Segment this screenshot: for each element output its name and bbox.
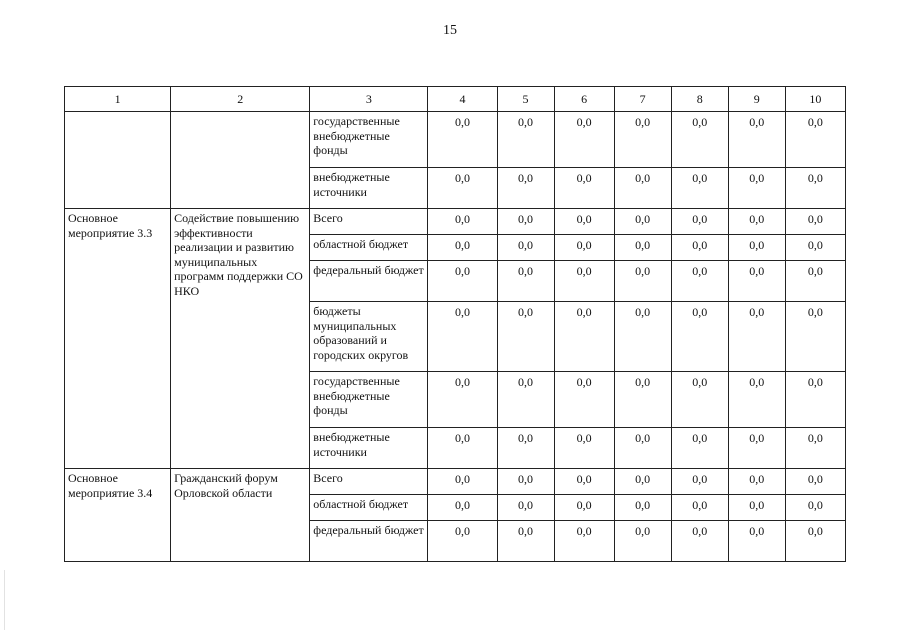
value-cell: 0,0 (671, 209, 728, 235)
value-cell: 0,0 (671, 235, 728, 261)
column-header: 9 (728, 87, 785, 112)
column-header: 4 (428, 87, 497, 112)
value-cell: 0,0 (671, 372, 728, 428)
value-cell: 0,0 (671, 521, 728, 562)
value-cell: 0,0 (497, 469, 554, 495)
value-cell: 0,0 (554, 235, 614, 261)
value-cell: 0,0 (785, 372, 845, 428)
funding-source-cell: Всего (310, 469, 428, 495)
value-cell: 0,0 (671, 495, 728, 521)
value-cell: 0,0 (614, 372, 671, 428)
value-cell: 0,0 (614, 209, 671, 235)
value-cell: 0,0 (785, 209, 845, 235)
table-header (65, 87, 846, 112)
table-row (65, 112, 846, 168)
value-cell: 0,0 (671, 261, 728, 302)
value-cell: 0,0 (497, 209, 554, 235)
value-cell: 0,0 (554, 302, 614, 372)
value-cell: 0,0 (497, 428, 554, 469)
value-cell: 0,0 (785, 495, 845, 521)
value-cell: 0,0 (614, 112, 671, 168)
value-cell: 0,0 (428, 302, 497, 372)
column-header: 8 (671, 87, 728, 112)
value-cell: 0,0 (785, 521, 845, 562)
value-cell: 0,0 (671, 168, 728, 209)
description-cell: Содействие повышению эффективности реализации и развитию муниципальных программ поддержки СО НКО (171, 209, 310, 469)
funding-source-cell: государственные внебюджетные фонды (310, 112, 428, 168)
value-cell: 0,0 (785, 428, 845, 469)
value-cell: 0,0 (671, 112, 728, 168)
column-header: 3 (310, 87, 428, 112)
measure-cell: Основное мероприятие 3.3 (65, 209, 171, 469)
description-cell: Гражданский форум Орловской области (171, 469, 310, 562)
value-cell: 0,0 (614, 469, 671, 495)
value-cell: 0,0 (554, 261, 614, 302)
value-cell: 0,0 (728, 302, 785, 372)
value-cell: 0,0 (785, 302, 845, 372)
value-cell: 0,0 (428, 261, 497, 302)
table-body (65, 112, 846, 562)
value-cell: 0,0 (554, 521, 614, 562)
funding-source-cell: областной бюджет (310, 495, 428, 521)
value-cell: 0,0 (497, 112, 554, 168)
value-cell: 0,0 (428, 521, 497, 562)
scan-artifact (4, 570, 5, 630)
value-cell: 0,0 (428, 112, 497, 168)
value-cell: 0,0 (785, 235, 845, 261)
value-cell: 0,0 (428, 469, 497, 495)
value-cell: 0,0 (428, 428, 497, 469)
page-number: 15 (443, 23, 457, 38)
value-cell: 0,0 (785, 168, 845, 209)
value-cell: 0,0 (728, 372, 785, 428)
value-cell: 0,0 (728, 235, 785, 261)
value-cell: 0,0 (614, 261, 671, 302)
value-cell: 0,0 (614, 428, 671, 469)
funding-source-cell: Всего (310, 209, 428, 235)
value-cell: 0,0 (497, 261, 554, 302)
value-cell: 0,0 (554, 469, 614, 495)
value-cell: 0,0 (554, 495, 614, 521)
value-cell: 0,0 (728, 469, 785, 495)
value-cell: 0,0 (497, 235, 554, 261)
value-cell: 0,0 (428, 168, 497, 209)
value-cell: 0,0 (614, 495, 671, 521)
value-cell: 0,0 (497, 302, 554, 372)
value-cell: 0,0 (728, 209, 785, 235)
value-cell: 0,0 (554, 428, 614, 469)
funding-source-cell: областной бюджет (310, 235, 428, 261)
value-cell: 0,0 (428, 372, 497, 428)
value-cell: 0,0 (554, 168, 614, 209)
value-cell: 0,0 (497, 372, 554, 428)
funding-table (64, 86, 846, 562)
value-cell: 0,0 (728, 521, 785, 562)
value-cell: 0,0 (554, 112, 614, 168)
funding-source-cell: федеральный бюджет (310, 261, 428, 302)
measure-cell: Основное мероприятие 3.4 (65, 469, 171, 562)
value-cell: 0,0 (728, 428, 785, 469)
table-row (65, 209, 846, 235)
table-row (65, 469, 846, 495)
value-cell: 0,0 (728, 495, 785, 521)
value-cell: 0,0 (785, 261, 845, 302)
funding-source-cell: бюджеты муниципальных образований и городских округов (310, 302, 428, 372)
column-header: 7 (614, 87, 671, 112)
value-cell: 0,0 (614, 235, 671, 261)
description-cell (171, 112, 310, 209)
column-header: 1 (65, 87, 171, 112)
header-row (65, 87, 846, 112)
funding-source-cell: внебюджетные источники (310, 428, 428, 469)
funding-source-cell: федеральный бюджет (310, 521, 428, 562)
value-cell: 0,0 (671, 469, 728, 495)
value-cell: 0,0 (671, 428, 728, 469)
measure-cell (65, 112, 171, 209)
value-cell: 0,0 (671, 302, 728, 372)
funding-source-cell: государственные внебюджетные фонды (310, 372, 428, 428)
value-cell: 0,0 (728, 168, 785, 209)
value-cell: 0,0 (428, 235, 497, 261)
column-header: 5 (497, 87, 554, 112)
value-cell: 0,0 (428, 209, 497, 235)
value-cell: 0,0 (554, 372, 614, 428)
column-header: 6 (554, 87, 614, 112)
value-cell: 0,0 (497, 521, 554, 562)
value-cell: 0,0 (728, 261, 785, 302)
value-cell: 0,0 (728, 112, 785, 168)
value-cell: 0,0 (497, 495, 554, 521)
value-cell: 0,0 (785, 469, 845, 495)
value-cell: 0,0 (554, 209, 614, 235)
value-cell: 0,0 (428, 495, 497, 521)
funding-source-cell: внебюджетные источники (310, 168, 428, 209)
value-cell: 0,0 (614, 168, 671, 209)
value-cell: 0,0 (497, 168, 554, 209)
value-cell: 0,0 (614, 302, 671, 372)
column-header: 2 (171, 87, 310, 112)
column-header: 10 (785, 87, 845, 112)
value-cell: 0,0 (785, 112, 845, 168)
value-cell: 0,0 (614, 521, 671, 562)
